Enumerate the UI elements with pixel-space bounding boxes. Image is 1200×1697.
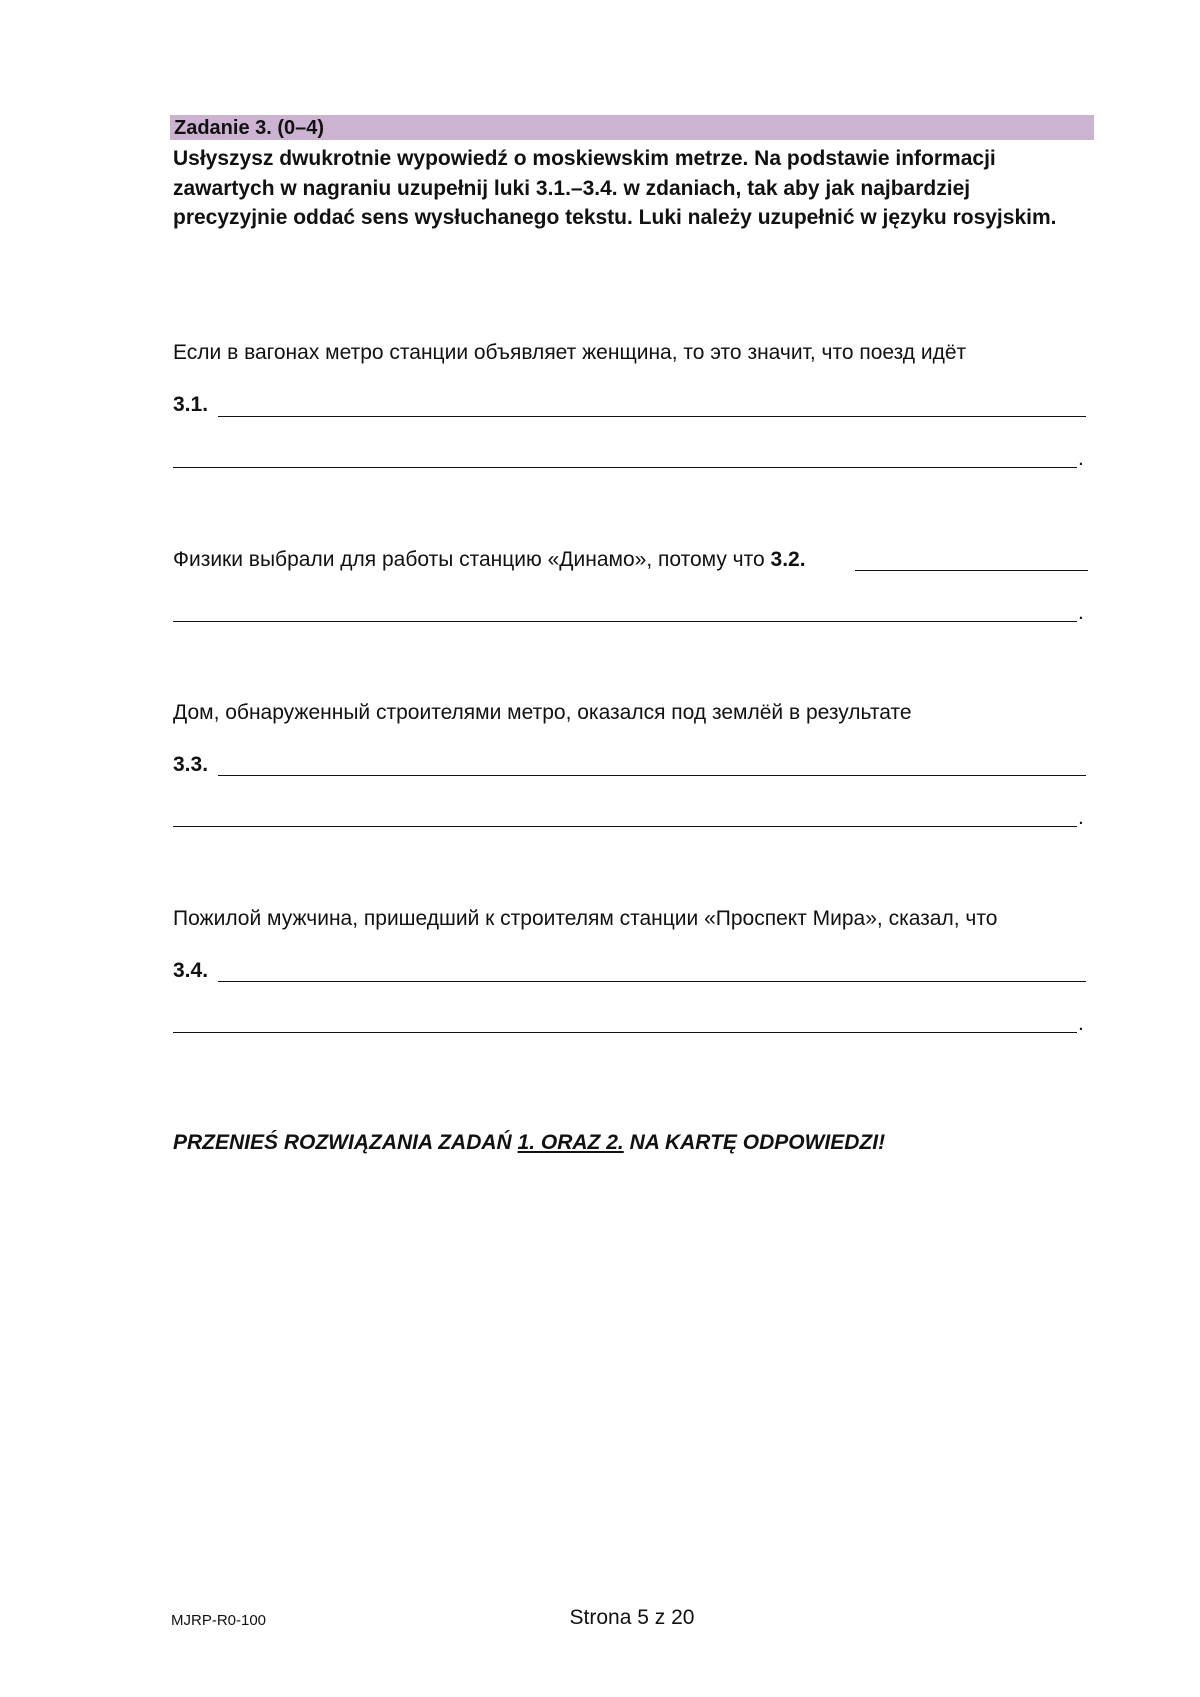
item-3-2-answer-line-1[interactable] xyxy=(855,570,1088,571)
item-3-1-number: 3.1. xyxy=(173,393,209,416)
item-3-1-period: . xyxy=(1078,447,1084,470)
task-header-bar xyxy=(170,115,1094,140)
item-3-2-number: 3.2. xyxy=(770,548,806,571)
item-3-2-prompt xyxy=(173,547,806,573)
item-3-4-prompt: Пожилой мужчина, пришедший к строителям станции «Проспект Мира», сказал, что xyxy=(173,907,998,930)
item-3-1-answer-line-1[interactable] xyxy=(218,416,1086,417)
item-3-4-answer-line-1[interactable] xyxy=(218,981,1086,982)
item-3-4-number: 3.4. xyxy=(173,959,209,982)
reminder-part-2: NA KARTĘ ODPOWIEDZI! xyxy=(623,1131,886,1154)
transfer-reminder xyxy=(173,1130,885,1156)
item-3-1-answer-line-2[interactable] xyxy=(173,467,1077,468)
reminder-part-1: PRZENIEŚ ROZWIĄZANIA ZADAŃ xyxy=(173,1131,518,1154)
reminder-underlined: 1. ORAZ 2. xyxy=(517,1131,624,1154)
item-3-3-answer-line-2[interactable] xyxy=(173,826,1077,827)
item-3-2-period: . xyxy=(1078,601,1084,624)
item-3-4-answer-line-2[interactable] xyxy=(173,1032,1077,1033)
footer-page-number: Strona 5 z 20 xyxy=(569,1606,695,1629)
footer-exam-code: MJRP-R0-100 xyxy=(171,1612,267,1629)
item-3-3-period: . xyxy=(1078,806,1084,829)
item-3-3-number: 3.3. xyxy=(173,753,209,776)
item-3-2-prompt-text: Физики выбрали для работы станцию «Динамо», потому что xyxy=(173,548,765,571)
item-3-4-period: . xyxy=(1078,1012,1084,1035)
item-3-3-answer-line-1[interactable] xyxy=(218,775,1086,776)
item-3-2-answer-line-2[interactable] xyxy=(173,621,1077,622)
task-title: Zadanie 3. (0–4) xyxy=(174,117,325,139)
task-instructions: Usłyszysz dwukrotnie wypowiedź o moskiewskim metrze. Na podstawie informacji zawartych w nagraniu uzupełnij luki 3.1.–3.4. w zdaniach, tak aby jak najbardziej precyzyjnie oddać sens wysłuchanego tekstu. Luki należy uzupełnić w języku rosyjskim. xyxy=(173,147,1057,229)
item-3-1-prompt: Если в вагонах метро станции объявляет женщина, то это значит, что поезд идёт xyxy=(173,341,967,364)
item-3-3-prompt: Дом, обнаруженный строителями метро, оказался под землёй в результате xyxy=(173,701,912,724)
